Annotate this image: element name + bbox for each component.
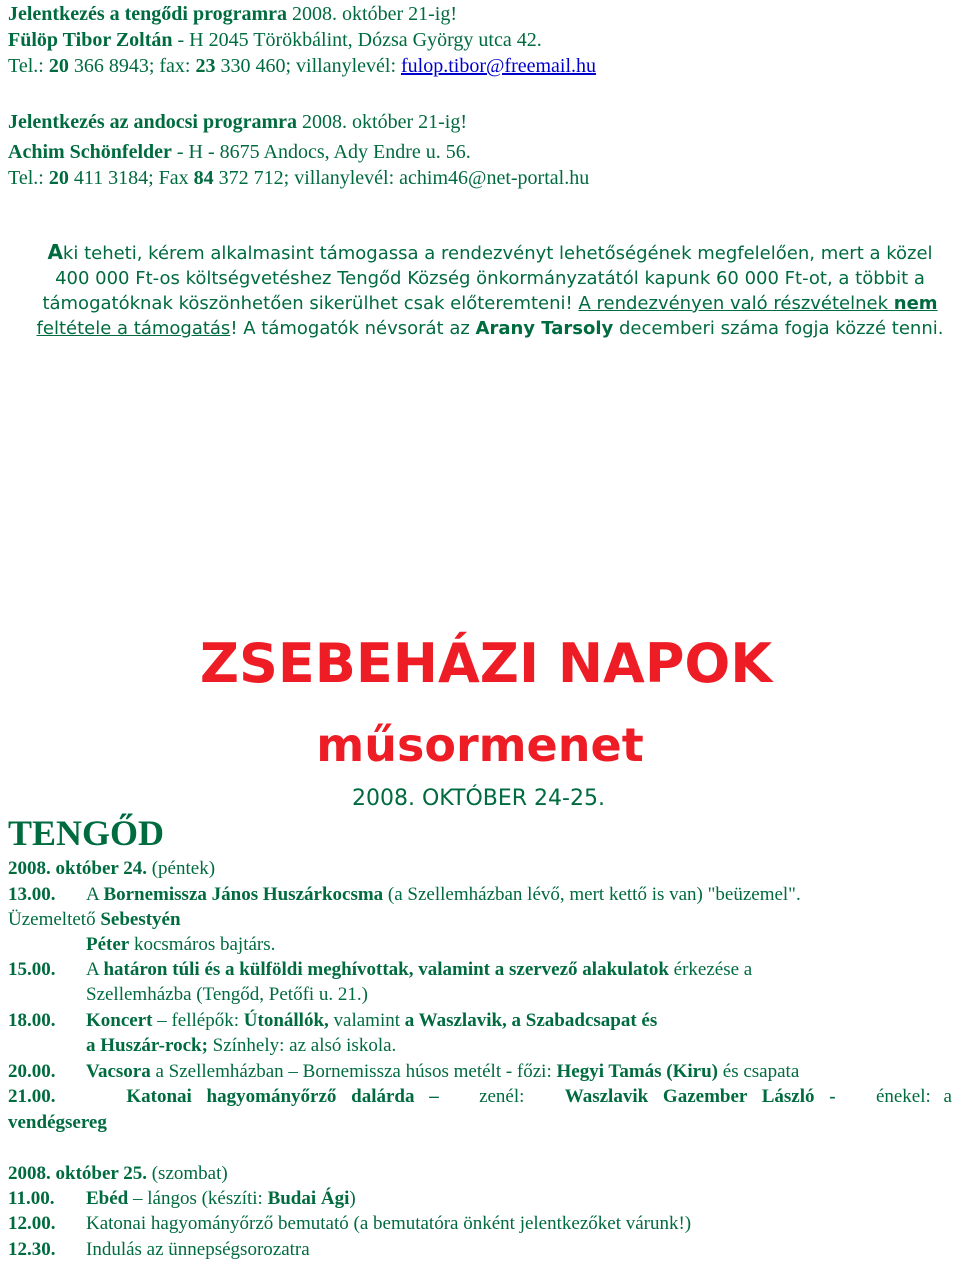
location-heading: TENGŐD bbox=[8, 813, 165, 853]
event-dates: 2008. OKTÓBER 24-25. bbox=[352, 786, 605, 811]
andocsi-registration-heading: Jelentkezés az andocsi programra 2008. október 21-ig! bbox=[8, 111, 468, 133]
email-link-1[interactable]: fulop.tibor@freemail.hu bbox=[401, 55, 597, 77]
program-item: 18.00. Koncert – fellépők: Útonállók, valamint a Waszlavik, a Szabadcsapat és bbox=[8, 1010, 658, 1031]
program-item: 15.00. A határon túli és a külföldi meghívottak, valamint a szervező alakulatok érkezése a bbox=[8, 959, 753, 980]
participation-rule: A rendezvényen való részvételnek nem feltétele a támogatás bbox=[36, 293, 938, 339]
program-item: 12.00. Katonai hagyományőrző bemutató (a bemutatóra önként jelentkezőket várunk!) bbox=[8, 1213, 692, 1234]
program-item-continued: Üzemeltető Sebestyén bbox=[8, 909, 181, 930]
contact-person-2: Achim Schönfelder - H - 8675 Andocs, Ady Endre u. 56. bbox=[8, 141, 471, 163]
day2-date: 2008. október 25. (szombat) bbox=[8, 1163, 228, 1184]
contact-person-1: Fülöp Tibor Zoltán - H 2045 Törökbálint, Dózsa György utca 42. bbox=[8, 29, 542, 51]
event-subtitle: műsormenet bbox=[316, 718, 644, 772]
day1-date: 2008. október 24. (péntek) bbox=[8, 858, 216, 879]
event-title: ZSEBEHÁZI NAPOK bbox=[199, 632, 773, 695]
email-text-2: achim46@net-portal.hu bbox=[399, 167, 590, 189]
program-item-continued: Péter kocsmáros bajtárs. bbox=[86, 934, 276, 955]
contact-person-2-phone: Tel.: 20 411 3184; Fax 84 372 712; villanylevél: achim46@net-portal.hu bbox=[8, 167, 590, 189]
program-item-continued: a Huszár-rock; Színhely: az alsó iskola. bbox=[86, 1035, 397, 1056]
program-item: 12.30. Indulás az ünnepségsorozatra bbox=[8, 1239, 310, 1260]
program-item-continued: vendégsereg bbox=[8, 1112, 107, 1133]
program-item: 13.00. A Bornemissza János Huszárkocsma (a Szellemházban lévő, mert kettő is van) "beüzemel". bbox=[8, 884, 801, 905]
program-item: 21.00. Katonai hagyományőrző dalárda – zenél: Waszlavik Gazember László - énekel: a bbox=[8, 1086, 952, 1107]
tengodi-registration-heading: Jelentkezés a tengődi programra 2008. október 21-ig! bbox=[8, 3, 458, 25]
contact-person-1-phone: Tel.: 20 366 8943; fax: 23 330 460; villanylevél: fulop.tibor@freemail.hu bbox=[8, 55, 597, 77]
sponsorship-notice: Aki teheti, kérem alkalmasint támogassa a rendezvényt lehetőségének megfelelően, mert a közel 400 000 Ft-os költségvetéshez Tengőd Község önkormányzatától kapunk 60 000 Ft-ot, a többit a támogatóknak köszönhetően sikerülhet csak előteremteni! A rendezvényen való részvételnek nem feltétele a támogatás! A támogatók névsorát az Arany Tarsoly decemberi száma fogja közzé tenni. bbox=[36, 240, 944, 339]
program-item: 20.00. Vacsora a Szellemházban – Bornemissza húsos metélt - főzi: Hegyi Tamás (Kiru) és csapata bbox=[8, 1061, 800, 1082]
program-item-continued: Szellemházba (Tengőd, Petőfi u. 21.) bbox=[86, 984, 369, 1005]
program-item: 11.00. Ebéd – lángos (készíti: Budai Ági) bbox=[8, 1188, 356, 1209]
